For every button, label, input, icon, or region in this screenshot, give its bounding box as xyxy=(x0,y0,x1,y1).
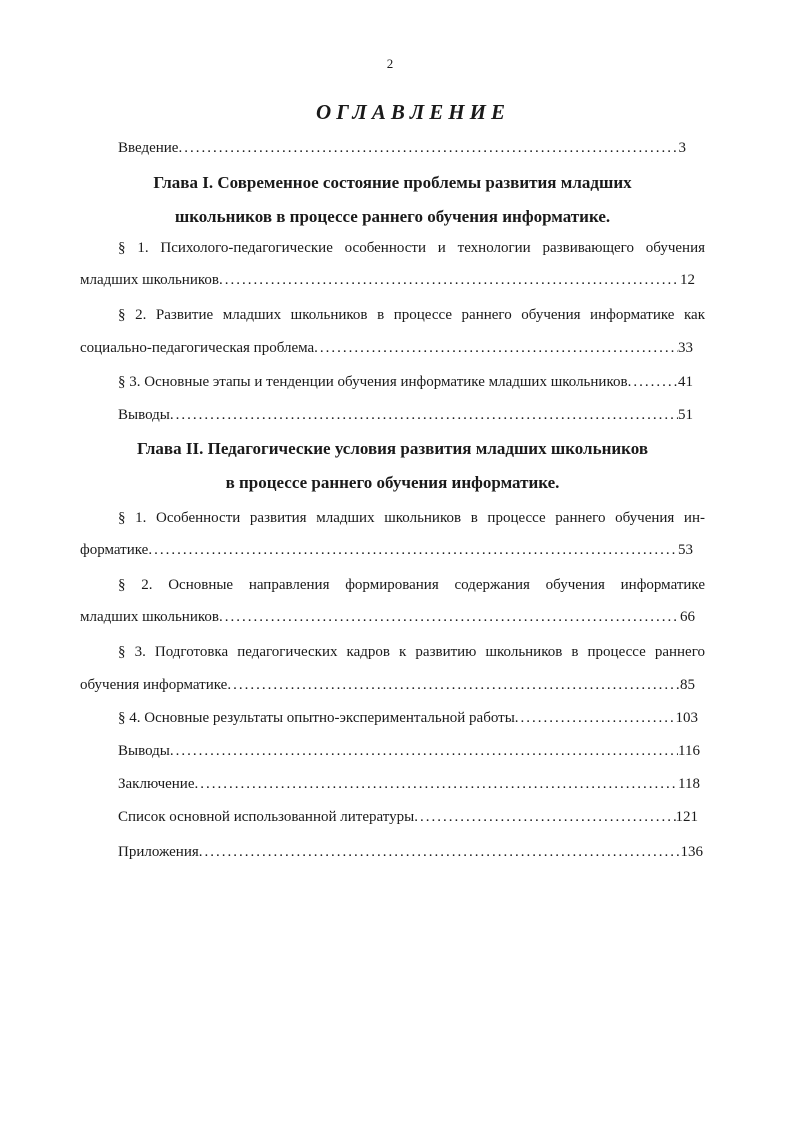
toc-entry-ch2-s4[interactable] xyxy=(118,708,698,728)
toc-entry-ch1-conclusions[interactable] xyxy=(118,405,693,425)
chapter-heading-line: Глава I. Современное состояние проблемы развития младших xyxy=(153,173,632,192)
dot-leader xyxy=(219,270,680,290)
dot-leader xyxy=(219,607,680,627)
toc-entry-label: социально-педагогическая проблема xyxy=(80,340,315,356)
toc-entry-ch2-s3-line1[interactable]: § 3. Подготовка педагогических кадров к развитию школьников в процессе раннего xyxy=(118,644,705,660)
dot-leader xyxy=(178,138,678,158)
toc-entry-label: Список основной использованной литературы xyxy=(118,809,415,825)
toc-entry-ch1-s1[interactable] xyxy=(80,270,695,290)
toc-entry-page: 118 xyxy=(678,776,700,792)
toc-entry-ch2-s1[interactable] xyxy=(80,540,693,560)
toc-entry-ch2-s1-line1[interactable]: § 1. Особенности развития младших школьников в процессе раннего обучения ин- xyxy=(118,510,705,526)
toc-entry-page: 66 xyxy=(680,609,695,625)
chapter-heading-line: школьников в процессе раннего обучения информатике. xyxy=(174,207,611,226)
toc-entry-ch1-s1-line1[interactable]: § 1. Психолого-педагогические особенности и технологии развивающего обучения xyxy=(118,240,705,256)
toc-entry-label: § 3. Основные этапы и тенденции обучения информатике младших школьников xyxy=(118,374,628,390)
toc-entry-label: младших школьников xyxy=(80,609,219,625)
dot-leader xyxy=(628,372,678,392)
toc-entry-label: Приложения xyxy=(118,844,199,860)
toc-entry-page: 121 xyxy=(675,809,698,825)
toc-entry-ch2-s3[interactable] xyxy=(80,675,695,695)
dot-leader xyxy=(515,708,676,728)
toc-entry-page: 53 xyxy=(678,542,693,558)
chapter-1-heading xyxy=(80,166,705,234)
dot-leader xyxy=(314,338,678,358)
toc-entry-conclusion[interactable] xyxy=(118,774,700,794)
toc-entry-bibliography[interactable] xyxy=(118,807,698,827)
toc-entry-label: Выводы xyxy=(118,407,170,423)
toc-entry-page: 3 xyxy=(678,140,686,156)
toc-entry-label: Выводы xyxy=(118,743,170,759)
toc-entry-page: 103 xyxy=(675,710,698,726)
toc-entry-ch2-conclusions[interactable] xyxy=(118,741,700,761)
toc-title: ОГЛАВЛЕНИЕ xyxy=(316,100,510,124)
toc-entry-page: 116 xyxy=(678,743,700,759)
dot-leader xyxy=(414,807,675,827)
dot-leader xyxy=(170,741,678,761)
dot-leader xyxy=(195,774,679,794)
toc-entry-label: Введение xyxy=(118,140,179,156)
dot-leader xyxy=(199,842,681,862)
dot-leader xyxy=(148,540,678,560)
toc-entry-label: обучения информатике xyxy=(80,677,228,693)
toc-entry-ch2-s2-line1[interactable]: § 2. Основные направления формирования содержания обучения информатике xyxy=(118,577,705,593)
toc-entry-page: 33 xyxy=(678,340,693,356)
toc-entry-page: 51 xyxy=(678,407,693,423)
toc-entry-appendices[interactable] xyxy=(118,842,703,862)
chapter-heading-line: Глава II. Педагогические условия развития младших школьников xyxy=(137,439,648,458)
toc-entry-label: младших школьников xyxy=(80,272,219,288)
toc-entry-ch1-s3[interactable] xyxy=(118,372,693,392)
toc-entry-label: § 4. Основные результаты опытно-экспериментальной работы xyxy=(118,710,515,726)
toc-entry-page: 85 xyxy=(680,677,695,693)
toc-entry-ch2-s2[interactable] xyxy=(80,607,695,627)
dot-leader xyxy=(170,405,678,425)
toc-entry-label: форматике xyxy=(80,542,149,558)
toc-entry-page: 12 xyxy=(680,272,695,288)
chapter-heading-line: в процессе раннего обучения информатике. xyxy=(225,473,560,492)
toc-entry-intro[interactable] xyxy=(118,138,686,158)
toc-entry-page: 136 xyxy=(680,844,703,860)
toc-entry-ch1-s2[interactable] xyxy=(80,338,693,358)
dot-leader xyxy=(227,675,680,695)
chapter-2-heading xyxy=(80,432,705,500)
toc-entry-page: 41 xyxy=(678,374,693,390)
toc-entry-ch1-s2-line1[interactable]: § 2. Развитие младших школьников в процессе раннего обучения информатике как xyxy=(118,307,705,323)
toc-entry-label: Заключение xyxy=(118,776,195,792)
page-number: 2 xyxy=(386,56,394,71)
